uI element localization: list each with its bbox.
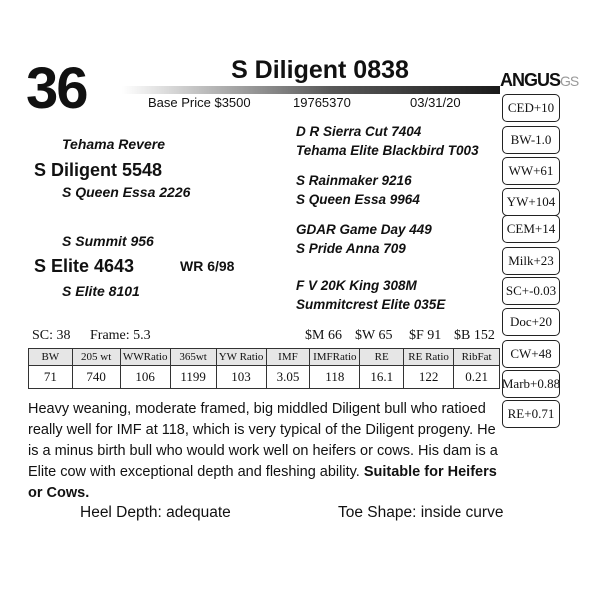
ped-right-2: Tehama Elite Blackbird T003 bbox=[296, 143, 479, 158]
performance-header-row bbox=[29, 349, 500, 366]
perf-header: 365wt bbox=[170, 349, 216, 366]
perf-header: WWRatio bbox=[120, 349, 170, 366]
perf-header: RE bbox=[360, 349, 404, 366]
epd-yw: YW+104 bbox=[502, 188, 560, 216]
performance-value-row bbox=[29, 366, 500, 389]
perf-value: 3.05 bbox=[266, 366, 310, 389]
perf-header: 205 wt bbox=[72, 349, 120, 366]
perf-header: IMF bbox=[266, 349, 310, 366]
epd-ced: CED+10 bbox=[502, 94, 560, 122]
toe-shape: Toe Shape: inside curve bbox=[338, 504, 504, 521]
perf-header: RE Ratio bbox=[404, 349, 454, 366]
epd-bw: BW-1.0 bbox=[502, 126, 560, 154]
header-info bbox=[125, 95, 500, 110]
perf-value: 103 bbox=[216, 366, 266, 389]
description-text: Heavy weaning, moderate framed, big middled Diligent bull who ratioed really well for IMF at 118, which is very typical of the Diligent progeny. He is a minus birth bull who would work well on heifers or cows. His dam is a Elite cow with exceptional depth and fleshing ability. bbox=[28, 401, 498, 480]
perf-value: 16.1 bbox=[360, 366, 404, 389]
breed-logo bbox=[500, 70, 578, 91]
index-w: $W 65 bbox=[355, 328, 393, 343]
perf-value: 0.21 bbox=[454, 366, 500, 389]
epd-milk: Milk+23 bbox=[502, 247, 560, 275]
ped-right-6: S Pride Anna 709 bbox=[296, 241, 406, 256]
birth-date: 03/31/20 bbox=[410, 95, 461, 110]
lot-number: 36 bbox=[26, 56, 87, 121]
breed-logo-suffix: GS bbox=[560, 73, 579, 89]
sire: S Diligent 5548 bbox=[34, 160, 163, 180]
registration-number: 19765370 bbox=[293, 95, 351, 110]
ped-right-7: F V 20K King 308M bbox=[296, 278, 417, 293]
perf-header: RibFat bbox=[454, 349, 500, 366]
perf-header: YW Ratio bbox=[216, 349, 266, 366]
frame-score: Frame: 5.3 bbox=[90, 328, 151, 343]
perf-value: 122 bbox=[404, 366, 454, 389]
dam-sire: S Summit 956 bbox=[62, 233, 154, 249]
scrotal-circumference: SC: 38 bbox=[32, 328, 71, 343]
performance-table bbox=[28, 348, 500, 389]
epd-marb: Marb+0.88 bbox=[502, 370, 560, 398]
breed-logo-main: ANGUS bbox=[500, 70, 561, 90]
index-m: $M 66 bbox=[305, 328, 342, 343]
title-gradient-bar bbox=[122, 86, 500, 94]
ped-right-5: GDAR Game Day 449 bbox=[296, 222, 432, 237]
ped-right-3: S Rainmaker 9216 bbox=[296, 173, 412, 188]
stats-line bbox=[32, 328, 502, 344]
description-emphasis: Suitable for Heifers or Cows. bbox=[28, 464, 497, 501]
description bbox=[28, 399, 506, 504]
epd-doc: Doc+20 bbox=[502, 308, 560, 336]
epd-ww: WW+61 bbox=[502, 157, 560, 185]
ped-right-4: S Queen Essa 9964 bbox=[296, 192, 420, 207]
dam-dam: S Elite 8101 bbox=[62, 283, 140, 299]
dam: S Elite 4643 bbox=[34, 256, 135, 276]
index-b: $B 152 bbox=[454, 328, 495, 343]
ped-right-1: D R Sierra Cut 7404 bbox=[296, 124, 422, 139]
index-f: $F 91 bbox=[409, 328, 442, 343]
animal-name: S Diligent 0838 bbox=[231, 56, 409, 84]
sire-sire: Tehama Revere bbox=[62, 136, 165, 152]
sire-dam: S Queen Essa 2226 bbox=[62, 184, 191, 200]
heel-depth: Heel Depth: adequate bbox=[80, 504, 231, 521]
perf-value: 71 bbox=[29, 366, 73, 389]
epd-cem: CEM+14 bbox=[502, 215, 560, 243]
base-price: Base Price $3500 bbox=[148, 95, 251, 110]
epd-re: RE+0.71 bbox=[502, 400, 560, 428]
epd-cw: CW+48 bbox=[502, 340, 560, 368]
perf-value: 118 bbox=[310, 366, 360, 389]
perf-value: 1199 bbox=[170, 366, 216, 389]
perf-value: 740 bbox=[72, 366, 120, 389]
dam-note: WR 6/98 bbox=[180, 258, 235, 274]
perf-value: 106 bbox=[120, 366, 170, 389]
epd-sc: SC+-0.03 bbox=[502, 277, 560, 305]
perf-header: BW bbox=[29, 349, 73, 366]
perf-header: IMFRatio bbox=[310, 349, 360, 366]
ped-right-8: Summitcrest Elite 035E bbox=[296, 297, 446, 312]
